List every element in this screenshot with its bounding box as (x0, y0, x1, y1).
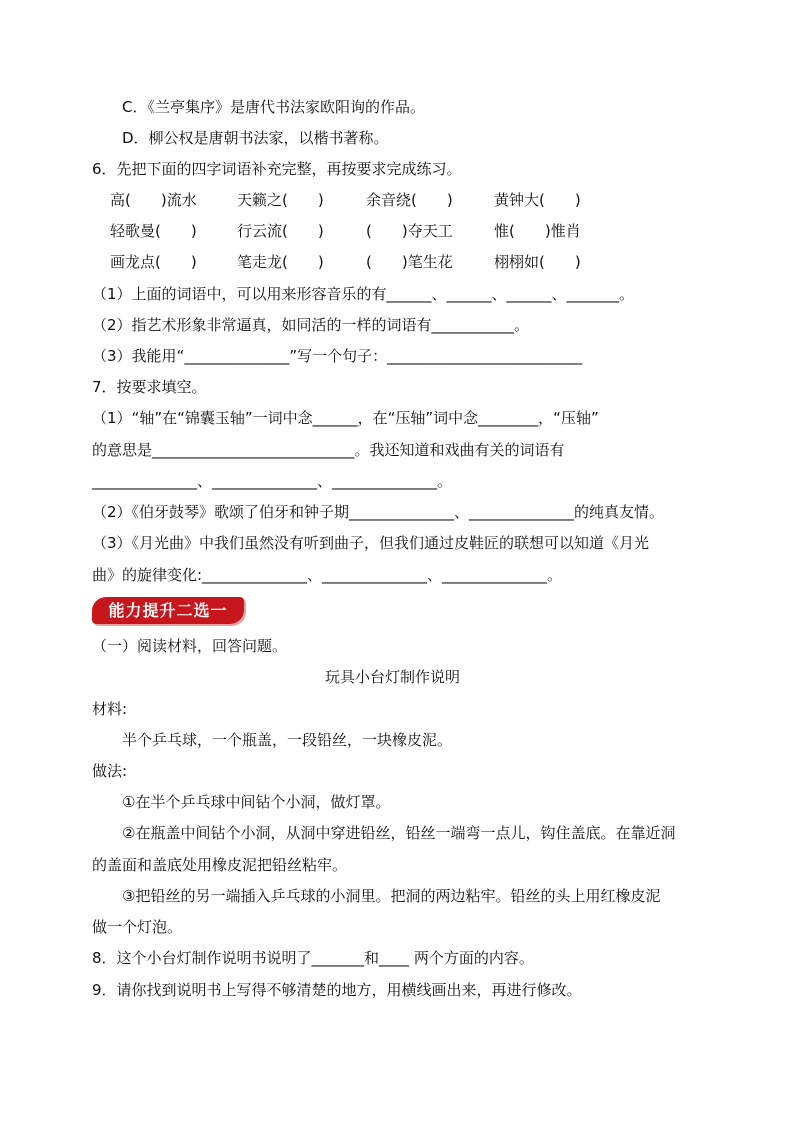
q7-s2: （2）《伯牙鼓琴》歌颂了伯牙和钟子期______________、______________的纯真友情。 (92, 503, 665, 521)
idiom-cell: 轻歌曼( ) (110, 222, 197, 240)
q6-sub3: （3）我能用“______________”写一个句子：__________________________ (92, 347, 583, 365)
idiom-cell: 笔走龙( ) (237, 253, 324, 271)
q6-prompt: 6．先把下面的四字词语补充完整，再按要求完成练习。 (92, 160, 462, 178)
method-label: 做法: (92, 762, 128, 780)
idiom-cell: 行云流( ) (237, 222, 324, 240)
reading-title: 玩具小台灯制作说明 (325, 668, 461, 686)
q7-s1-line2: 的意思是___________________________。我还知道和戏曲有关的词语有 (92, 441, 565, 459)
idiom-cell: 天籁之( ) (237, 191, 324, 209)
idiom-cell: 黄钟大( ) (494, 191, 581, 209)
idiom-cell: 余音绕( ) (366, 191, 453, 209)
idiom-cell: ( )夺天工 (366, 222, 453, 240)
step-2-line2: 的盖面和盖底处用橡皮泥把铅丝粘牢。 (92, 856, 348, 874)
q6-sub1: （1）上面的词语中，可以用来形容音乐的有______、______、______、_______。 (92, 285, 635, 303)
idiom-cell: ( )笔生花 (366, 253, 453, 271)
q7-s1-line3: ______________、______________、______________。 (92, 472, 453, 490)
option-d: D．柳公权是唐朝书法家，以楷书著称。 (122, 129, 389, 147)
q8: 8．这个小台灯制作说明书说明了_______和____ 两个方面的内容。 (92, 949, 534, 967)
q7-s3-line1: （3）《月光曲》中我们虽然没有听到曲子，但我们通过皮鞋匠的联想可以知道《月光 (92, 534, 650, 552)
step-1: ①在半个乒乓球中间钻个小洞，做灯罩。 (122, 793, 391, 811)
idiom-cell: 栩栩如( ) (494, 253, 581, 271)
section-banner (92, 597, 244, 624)
idiom-cell: 惟( )惟肖 (494, 222, 581, 240)
q6-sub2: （2）指艺术形象非常逼真，如同活的一样的词语有___________。 (92, 316, 530, 334)
q7-s1-line1: （1）“轴”在“锦囊玉轴”一词中念______，在“压轴”词中念________，“压轴” (92, 409, 599, 427)
option-c: C．《兰亭集序》是唐代书法家欧阳询的作品。 (122, 98, 425, 116)
section-banner-label: 能力提升二选一 (108, 601, 228, 620)
idiom-cell: 画龙点( ) (110, 253, 197, 271)
q7-s3-line2: 曲》的旋律变化:______________、______________、______________。 (92, 566, 563, 584)
step-2-line1: ②在瓶盖中间钻个小洞，从洞中穿进铅丝，铅丝一端弯一点儿，钩住盖底。在靠近洞 (122, 824, 676, 842)
step-3-line2: 做一个灯泡。 (92, 918, 183, 936)
q9: 9．请你找到说明书上写得不够清楚的地方，用横线画出来，再进行修改。 (92, 981, 582, 999)
step-3-line1: ③把铅丝的另一端插入乒乓球的小洞里。把洞的两边粘牢。铅丝的头上用红橡皮泥 (122, 887, 661, 905)
materials-text: 半个乒乓球，一个瓶盖，一段铅丝，一块橡皮泥。 (122, 731, 453, 749)
materials-label: 材料: (92, 700, 128, 718)
q7-prompt: 7．按要求填空。 (92, 378, 207, 396)
reading-intro: （一）阅读材料，回答问题。 (92, 637, 288, 655)
idiom-cell: 高( )流水 (110, 191, 197, 209)
